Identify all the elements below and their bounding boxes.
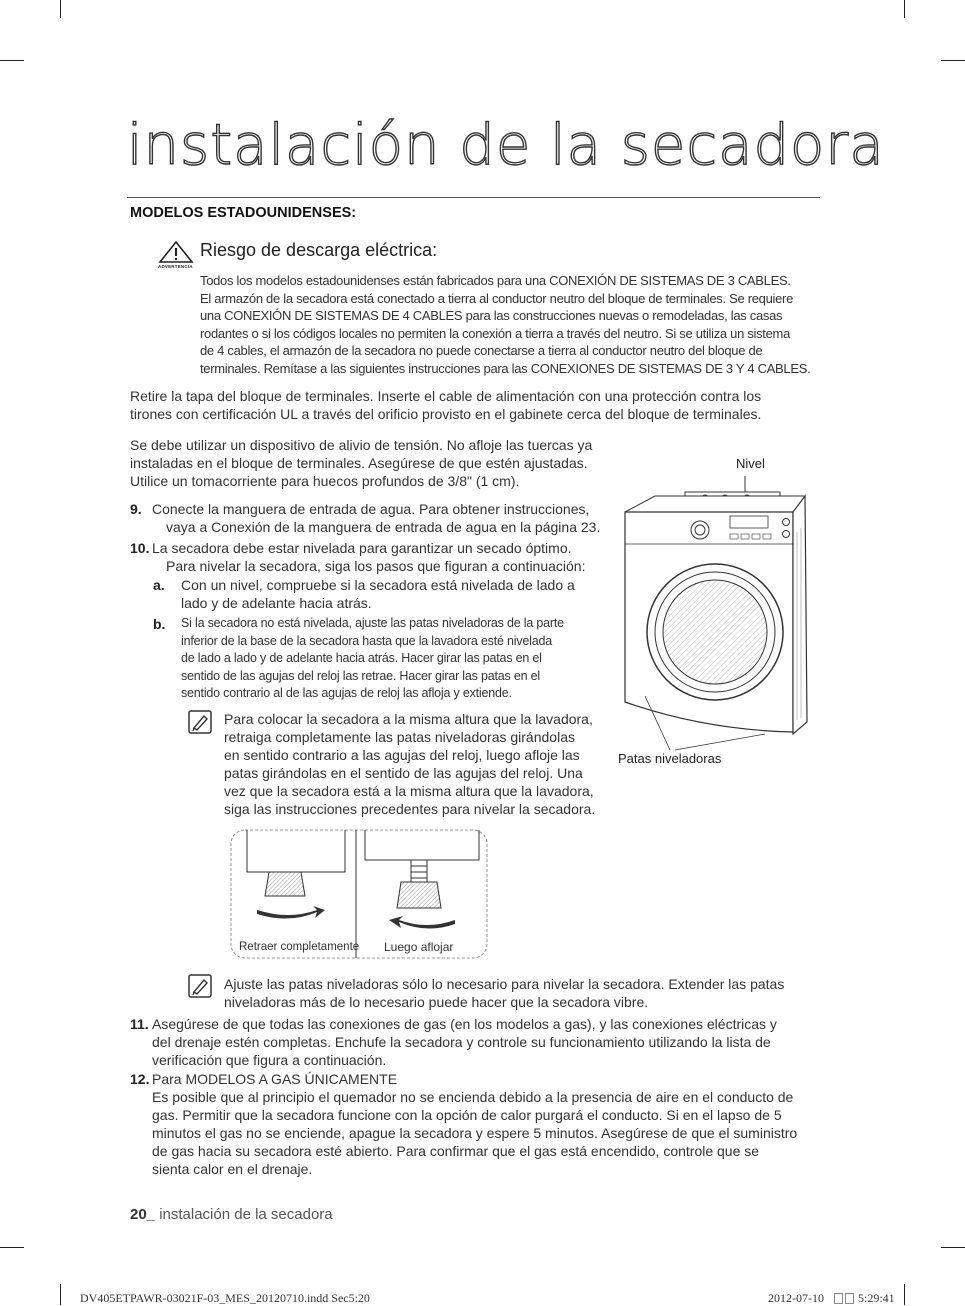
step-text [152, 1015, 832, 1069]
substep-line: Si la secadora no está nivelada, ajuste las patas niveladoras de la parte [181, 616, 564, 630]
warning-line: El armazón de la secadora está conectado a tierra al conductor neutro del bloque de terminales. Se requiere [200, 290, 793, 306]
note-text [224, 710, 624, 818]
slug-box-icon [834, 1293, 843, 1304]
substep-text [181, 615, 621, 703]
step-line: del drenaje estén completas. Enchufe la secadora y controle su funcionamiento utilizando la lista de [152, 1034, 771, 1050]
warning-icon-label: ADVERTENCIA [158, 264, 193, 269]
crop-mark [941, 1247, 965, 1248]
note-line: siga las instrucciones precedentes para nivelar la secadora. [224, 801, 596, 817]
note-line: patas girándolas en el sentido de las agujas del reloj. Una [224, 765, 583, 781]
warning-title: Riesgo de descarga eléctrica: [200, 240, 438, 260]
substep-text [181, 576, 611, 612]
substep-letter: a. [153, 577, 165, 593]
crop-mark [941, 60, 965, 61]
note-line: Ajuste las patas niveladoras sólo lo necesario para nivelar la secadora. Extender las patas [224, 976, 785, 992]
warning-line: de 4 cables, el armazón de la secadora no puede conectarse a tierra al conductor neutro del bloque de [200, 343, 763, 358]
step-number: 10. [130, 540, 150, 556]
substep-line: de lado a lado y de adelante hacia atrás. Hacer girar las patas en el [181, 651, 542, 665]
step-text [152, 1070, 842, 1178]
note-line: en sentido contrario a las agujas del reloj, luego afloje las [224, 747, 580, 763]
footer-section: instalación de la secadora [155, 1206, 333, 1223]
slug-time: 5:29:41 [858, 1291, 895, 1305]
note-line: retraiga completamente las patas niveladoras girándolas [224, 729, 575, 745]
step-number: 11. [130, 1016, 149, 1032]
paragraph [130, 436, 630, 490]
section-heading: MODELOS ESTADOUNIDENSES: [130, 205, 357, 221]
paragraph-line: Se debe utilizar un dispositivo de alivio de tensión. No afloje las tuercas ya [130, 437, 593, 453]
note-line: niveladoras más de lo necesario puede hacer que la secadora vibre. [224, 994, 649, 1010]
step-number: 12. [130, 1071, 150, 1087]
warning-line: Todos los modelos estadounidenses están fabricados para una CONEXIÓN DE SISTEMAS DE 3 CABLES. [200, 273, 791, 288]
paragraph-line: instaladas en el bloque de terminales. Asegúrese de que estén ajustadas. [130, 455, 588, 471]
left-caption: Retraer completamente [239, 941, 360, 953]
step-text [152, 539, 622, 575]
warning-line: rodantes o si los códigos locales no permiten la conexión a tierra a través del neutro. Si se utiliza un sistema [200, 325, 791, 341]
step-line: Para MODELOS A GAS ÚNICAMENTE [152, 1071, 398, 1087]
paragraph [130, 387, 830, 423]
level-label: Nivel [736, 456, 765, 471]
step-line: vaya a Conexión de la manguera de entrada de agua en la página 23. [166, 519, 601, 535]
title-rule [127, 197, 820, 198]
step-line: Es posible que al principio el quemador no se encienda debido a la presencia de aire en el conducto de [152, 1089, 794, 1105]
step-line: minutos el gas no se enciende, apague la secadora y espere 5 minutos. Asegúrese de que el suministro [152, 1125, 798, 1141]
step-line: Asegúrese de que todas las conexiones de gas (en los modelos a gas), y las conexiones eléctricas y [152, 1016, 777, 1032]
crop-mark [60, 1284, 61, 1305]
slug-date: 2012-07-10 [768, 1291, 824, 1305]
step-line: Para nivelar la secadora, siga los pasos que figuran a continuación: [166, 558, 586, 574]
step-number: 9. [130, 501, 142, 517]
step-line: gas. Permitir que la secadora funcione con la opción de calor purgará el conducto. Si en el lapso de 5 [152, 1107, 782, 1123]
paragraph-line: Retire la tapa del bloque de terminales. Inserte el cable de alimentación con una protección contra los [130, 388, 762, 404]
substep-line: sentido de las agujas del reloj las retrae. Hacer girar las patas en el [181, 668, 540, 683]
step-line: Conecte la manguera de entrada de agua. Para obtener instrucciones, [152, 501, 590, 517]
note-line: vez que la secadora está a la misma altura que la lavadora, [224, 783, 594, 799]
note-icon [187, 709, 213, 735]
warning-text [200, 272, 840, 377]
paragraph-line: tirones con certificación UL a través del orificio provisto en el gabinete cerca del bloque de terminales. [130, 406, 762, 422]
note-icon [187, 973, 213, 999]
right-caption: Luego aflojar [384, 940, 454, 954]
step-line: La secadora debe estar nivelada para garantizar un secado óptimo. [152, 540, 572, 556]
page-number: 20_ [130, 1206, 156, 1223]
note-line: Para colocar la secadora a la misma altura que la lavadora, [224, 711, 593, 727]
note-text [224, 975, 824, 1011]
crop-mark [904, 0, 905, 18]
substep-line: inferior de la base de la secadora hasta que la lavadora esté nivelada [181, 633, 552, 648]
page-title: instalación de la secadora [127, 113, 885, 178]
slug-box-icon [845, 1293, 854, 1304]
crop-mark [0, 60, 24, 61]
step-text [152, 500, 622, 536]
crop-mark [904, 1284, 905, 1305]
substep-letter: b. [153, 616, 166, 632]
legs-label: Patas niveladoras [618, 751, 722, 766]
step-line: sienta calor en el drenaje. [152, 1161, 313, 1177]
page-footer [130, 1206, 333, 1223]
warning-line: terminales. Remítase a las siguientes instrucciones para las CONEXIONES DE SISTEMAS DE 3 Y 4 CABLES. [200, 360, 811, 376]
crop-mark [0, 1247, 24, 1248]
substep-line: lado y de adelante hacia atrás. [181, 595, 372, 611]
crop-mark [60, 0, 61, 18]
substep-line: Con un nivel, compruebe si la secadora está nivelada de lado a [181, 577, 575, 593]
step-line: verificación que figura a continuación. [152, 1052, 387, 1068]
substep-line: sentido contrario al de las agujas de reloj las afloja y extiende. [181, 686, 512, 700]
step-line: de gas hacia su secadora esté abierto. Para confirmar que el gas está encendido, controle que se [152, 1143, 760, 1159]
warning-line: una CONEXIÓN DE SISTEMAS DE 4 CABLES para las construcciones nuevas o remodeladas, las casas [200, 308, 783, 323]
paragraph-line: Utilice un tomacorriente para huecos profundos de 3/8" (1 cm). [130, 473, 520, 489]
dryer-illustration [615, 472, 815, 762]
file-slug: DV405ETPAWR-03021F-03_MES_20120710.indd Sec5:20 [80, 1291, 370, 1305]
